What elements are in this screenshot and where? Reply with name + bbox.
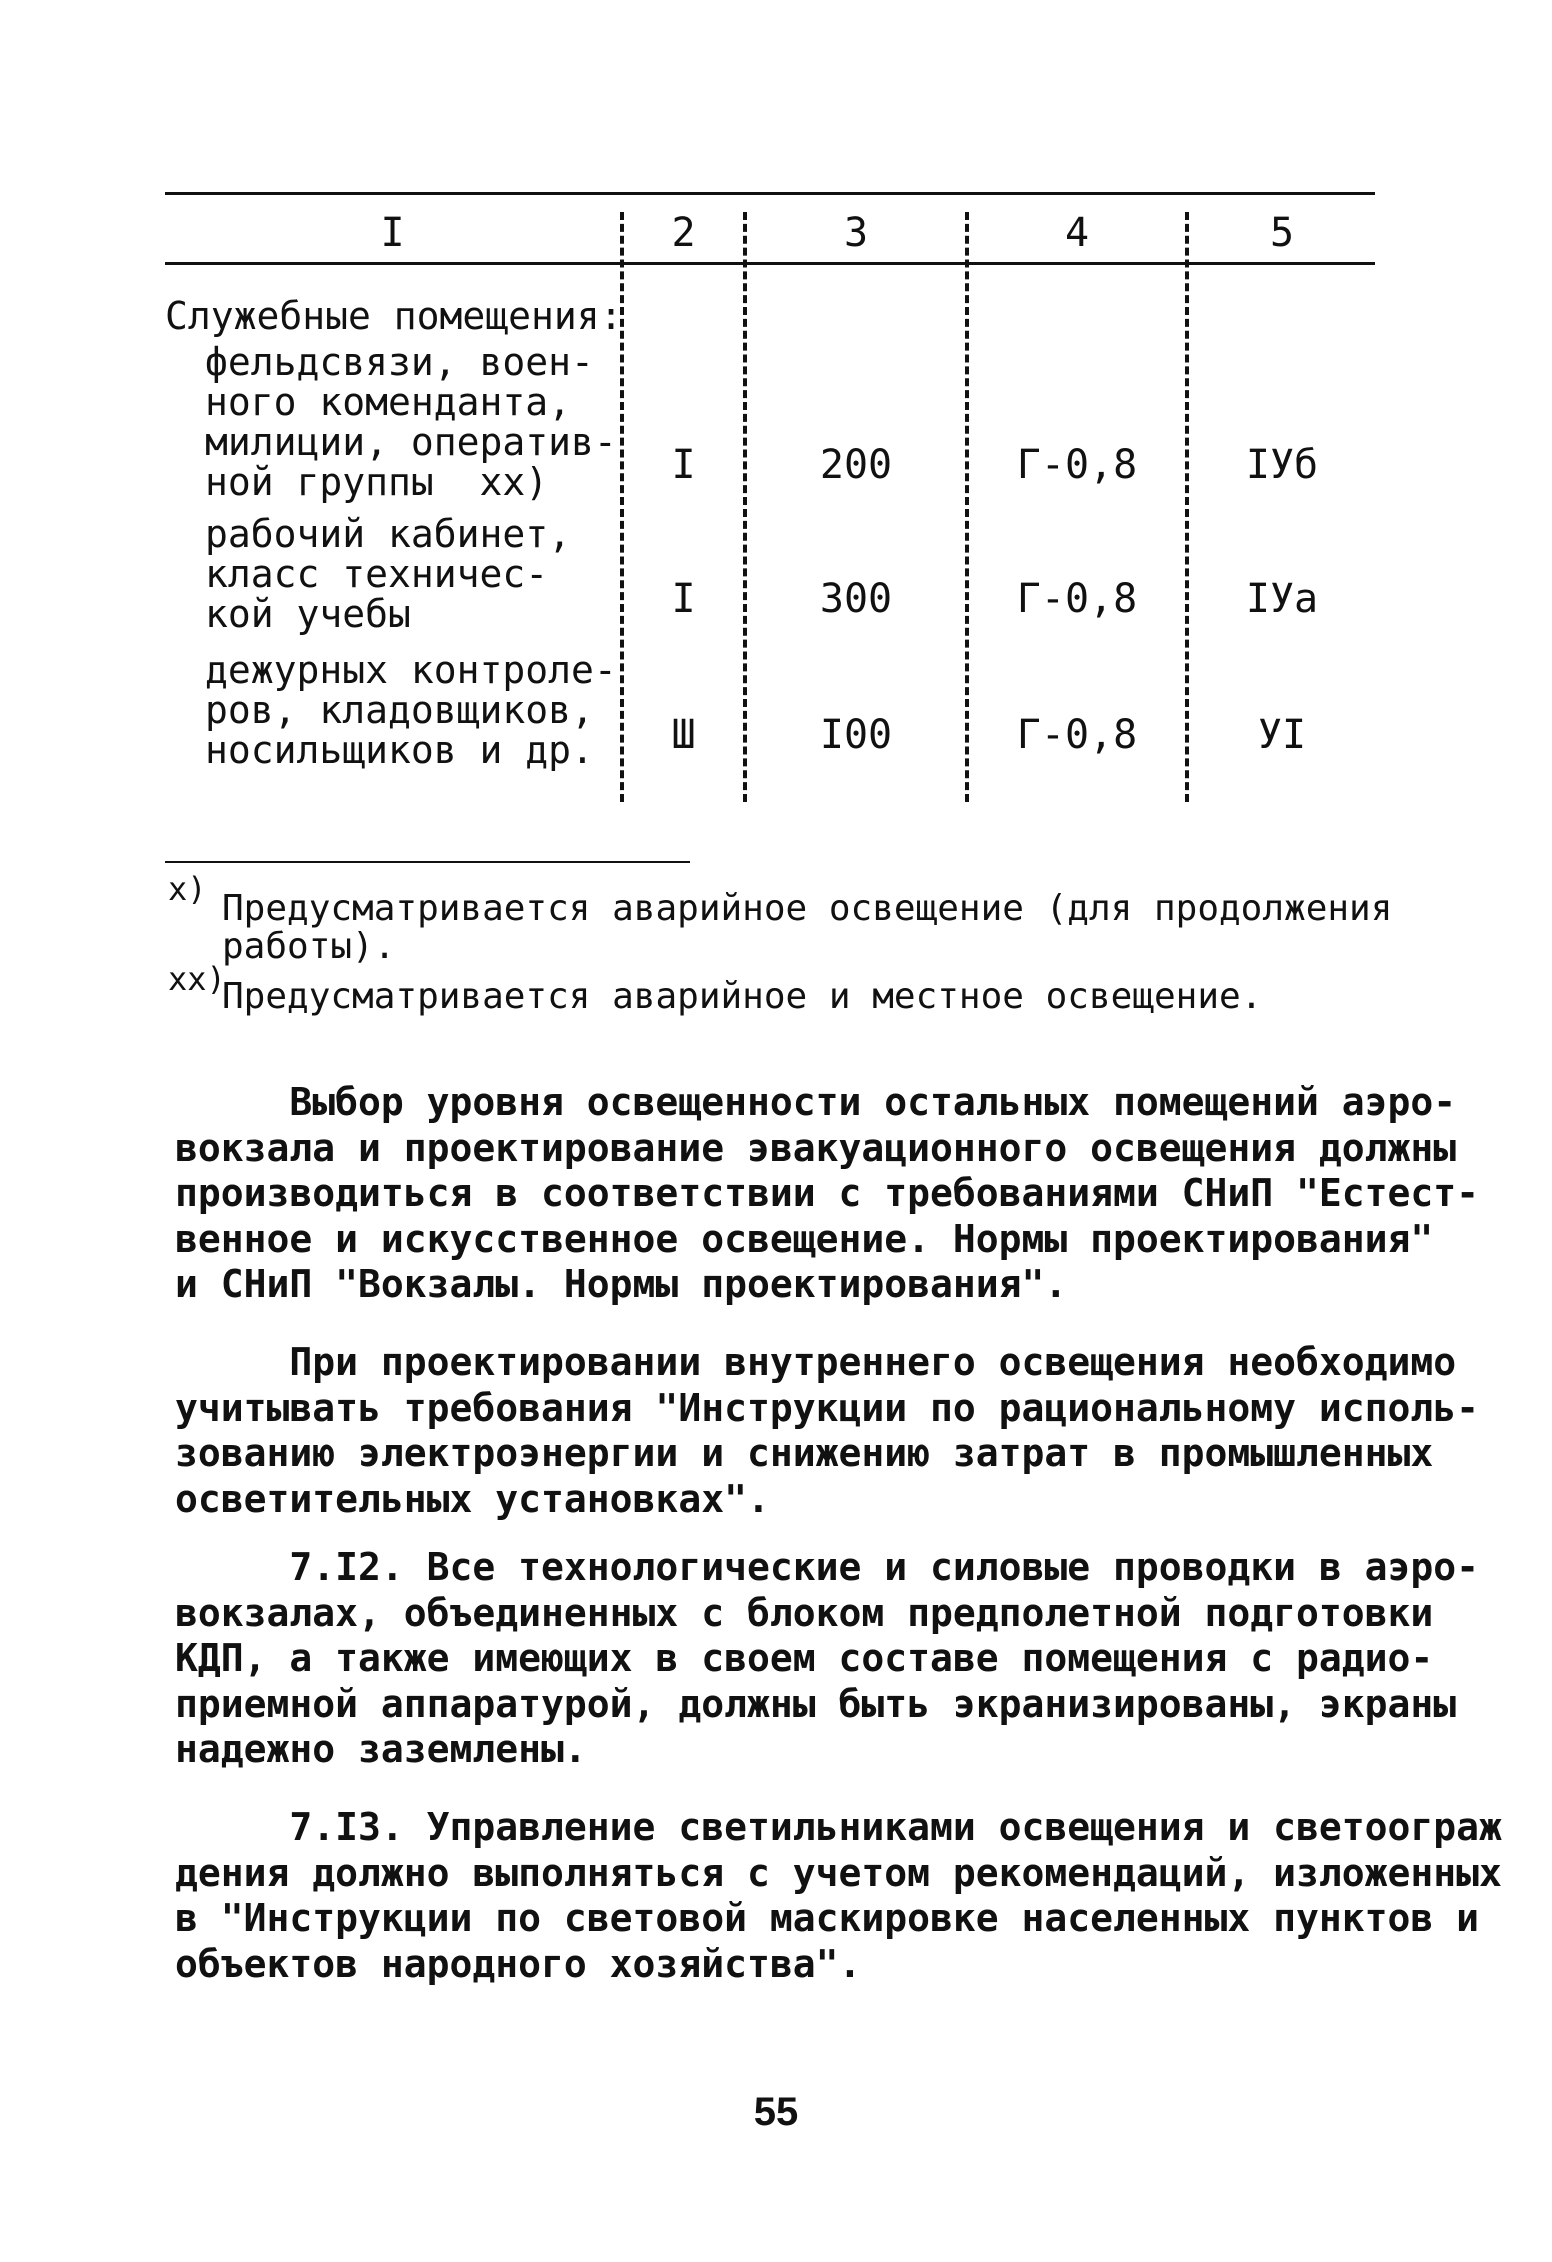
paragraph: 7.I2. Все технологические и силовые проводки в аэро- вокзалах, объединенных с блоком предполетной подготовки КДП, а также имеющих в своем составе помещения с радио- приемной аппаратурой, должны быть экранизированы, экраны надежно заземлены. <box>175 1545 1480 1771</box>
lighting-norms-table <box>165 192 1375 807</box>
row-visual-class: IУа <box>1245 576 1319 622</box>
section-title: Служебные помещения: <box>165 294 623 338</box>
row-illuminance: 300 <box>819 576 893 622</box>
row-illuminance: 200 <box>819 442 893 488</box>
row-visual-class: IУб <box>1245 442 1319 488</box>
paragraph: При проектировании внутреннего освещения необходимо учитывать требования "Инструкции по рациональному исполь- зованию электроэнергии и снижению затрат в промышленных осветительных установках". <box>175 1340 1480 1521</box>
paragraph: 7.I3. Управление светильниками освещения и светоограж дения должно выполняться с учетом рекомендаций, изложенных в "Инструкции по световой маскировке населенных пунктов и объектов народного хозяйства". <box>175 1805 1502 1986</box>
footnote-mark: xx) <box>168 960 226 998</box>
header-col-3: 3 <box>843 210 869 256</box>
paragraph: Выбор уровня освещенности остальных помещений аэро- вокзала и проектирование эвакуационного освещения должны производиться в соответствии с требованиями СНиП "Естест- венное и искусственное освещение. Нормы проектирования" и СНиП "Вокзалы. Нормы проектирования". <box>175 1080 1480 1306</box>
footnote-rule <box>165 861 690 863</box>
header-col-2: 2 <box>671 210 696 256</box>
footnote-text: Предусматривается аварийное и местное освещение. <box>222 976 1263 1017</box>
header-col-1: I <box>380 210 405 256</box>
row-category: I <box>671 576 696 622</box>
page-number: 55 <box>753 2090 799 2134</box>
row-category: I <box>671 442 696 488</box>
row-label: дежурных контроле- ров, кладовщиков, носильщиков и др. <box>205 648 617 772</box>
row-plane: Г-0,8 <box>1016 442 1138 488</box>
table-header-rule <box>165 262 1375 265</box>
header-col-4: 4 <box>1064 210 1090 256</box>
row-visual-class: УI <box>1257 712 1307 758</box>
row-label: фельдсвязи, воен- ного коменданта, милиции, оператив- ной группы хх) <box>205 340 617 504</box>
row-label: рабочий кабинет, класс техничес- кой учебы <box>205 512 572 636</box>
row-plane: Г-0,8 <box>1016 576 1138 622</box>
footnote-text: Предусматривается аварийное освещение (для продолжения работы). <box>222 888 1393 967</box>
row-plane: Г-0,8 <box>1016 712 1138 758</box>
footnote-mark: x) <box>168 870 207 908</box>
row-category: Ш <box>671 712 696 758</box>
header-col-5: 5 <box>1269 210 1295 256</box>
table-top-rule <box>165 192 1375 195</box>
row-illuminance: I00 <box>819 712 893 758</box>
